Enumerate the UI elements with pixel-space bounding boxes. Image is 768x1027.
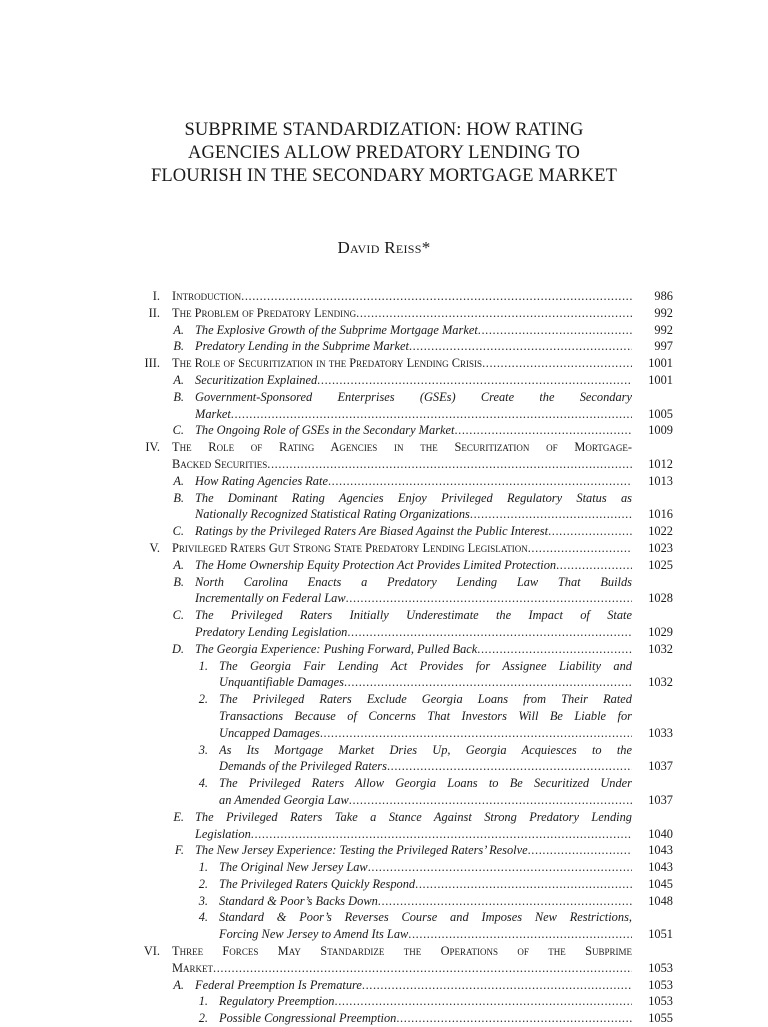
- toc-entry-title: Predatory Lending Legislation: [195, 624, 348, 639]
- toc-entry-number: A.: [173, 372, 184, 387]
- author-name: David Reiss*: [337, 238, 431, 257]
- toc-entry-number: A.: [173, 473, 184, 488]
- dot-leader: [362, 977, 632, 994]
- toc-entry-title: Privileged Raters Gut Strong State Predatory Lending Legislation: [172, 540, 528, 555]
- dot-leader: [231, 406, 632, 423]
- toc-entry-title: Government-Sponsored Enterprises (GSEs) Create the Secondary: [195, 389, 632, 404]
- dot-leader: [477, 641, 632, 658]
- toc-entry-title: Securitization Explained: [195, 372, 318, 387]
- toc-page-number: 1037: [648, 792, 673, 807]
- toc-entry[interactable]: [0, 355, 768, 372]
- toc-entry-title: The Role of Rating Agencies in the Securitization of Mortgage-: [172, 440, 632, 455]
- toc-entry-number: E.: [173, 809, 184, 824]
- toc-entry[interactable]: [0, 540, 768, 557]
- toc-page-number: 1032: [648, 675, 673, 690]
- toc-entry-title: North Carolina Enacts a Predatory Lending Law That Builds: [195, 574, 632, 589]
- toc-entry-title: The Original New Jersey Law: [219, 860, 368, 875]
- toc-page-number: 1055: [648, 1011, 673, 1026]
- toc-page-number: 1022: [648, 524, 673, 539]
- toc-entry-title: Transactions Because of Concerns That Investors Will Be Liable for: [219, 708, 632, 723]
- toc-entry-title: Introduction: [172, 289, 242, 303]
- toc-page-number: 1053: [648, 960, 673, 975]
- toc-entry-number: 4.: [198, 910, 208, 925]
- toc-entry[interactable]: [0, 893, 768, 910]
- dot-leader: [556, 557, 632, 574]
- toc-page-number: 1043: [648, 843, 673, 858]
- toc-entry[interactable]: [0, 607, 768, 641]
- toc-entry-title: The Privileged Raters Allow Georgia Loans to Be Securitized Under: [219, 776, 632, 791]
- toc-entry-title: Demands of the Privileged Raters: [219, 759, 387, 774]
- toc-page-number: 1032: [648, 641, 673, 656]
- dot-leader: [356, 305, 632, 322]
- toc-entry-title: Regulatory Preemption: [219, 994, 335, 1009]
- toc-entry[interactable]: [0, 842, 768, 859]
- toc-entry-number: B.: [173, 574, 184, 589]
- toc-entry-title: Federal Preemption Is Premature: [195, 977, 362, 992]
- toc-page-number: 992: [654, 322, 673, 337]
- toc-entry-number: 1.: [198, 658, 208, 673]
- toc-entry-number: III.: [144, 356, 160, 371]
- toc-entry[interactable]: [0, 809, 768, 843]
- toc-page-number: 1013: [648, 473, 673, 488]
- toc-entry-number: VI.: [143, 944, 160, 959]
- dot-leader: [241, 288, 632, 305]
- toc-entry-title: The Dominant Rating Agencies Enjoy Privileged Regulatory Status as: [195, 490, 632, 505]
- toc-entry-title: The New Jersey Experience: Testing the Privileged Raters’ Resolve: [195, 843, 528, 858]
- toc-page-number: 1053: [648, 977, 673, 992]
- toc-entry-title: The Privileged Raters Exclude Georgia Loans from Their Rated: [219, 692, 632, 707]
- toc-entry[interactable]: [0, 372, 768, 389]
- dot-leader: [344, 674, 632, 691]
- article-title: SUBPRIME STANDARDIZATION: HOW RATING AGENCIES ALLOW PREDATORY LENDING TO FLOURISH IN THE SECONDARY MORTGAGE MARKET: [150, 120, 618, 186]
- toc-entry[interactable]: [0, 909, 768, 943]
- dot-leader: [387, 758, 632, 775]
- toc-entry[interactable]: [0, 943, 768, 977]
- toc-entry-number: B.: [173, 490, 184, 505]
- toc-entry-title: Backed Securities: [172, 456, 268, 471]
- dot-leader: [408, 926, 632, 943]
- toc-entry[interactable]: [0, 993, 768, 1010]
- toc-entry[interactable]: [0, 322, 768, 339]
- toc-entry-title: Uncapped Damages: [219, 725, 320, 740]
- toc-page-number: 1009: [648, 423, 673, 438]
- toc-entry-title: Standard & Poor’s Backs Down: [219, 893, 378, 908]
- toc-entry[interactable]: [0, 422, 768, 439]
- toc-entry[interactable]: [0, 523, 768, 540]
- toc-entry-title: Unquantifiable Damages: [219, 675, 344, 690]
- toc-entry-number: F.: [174, 843, 184, 858]
- toc-page-number: 1005: [648, 406, 673, 421]
- toc-entry[interactable]: [0, 557, 768, 574]
- toc-entry[interactable]: [0, 1010, 768, 1027]
- toc-page-number: 1045: [648, 876, 673, 891]
- toc-page-number: 1043: [648, 860, 673, 875]
- toc-entry[interactable]: [0, 876, 768, 893]
- toc-page-number: 1048: [648, 893, 673, 908]
- toc-page-number: 1001: [648, 372, 673, 387]
- toc-entry-number: B.: [173, 339, 184, 354]
- dot-leader: [317, 372, 632, 389]
- toc-entry-number: C.: [172, 608, 184, 623]
- toc-page-number: 1051: [648, 927, 673, 942]
- toc-entry-number: C.: [172, 524, 184, 539]
- toc-entry-title: The Privileged Raters Take a Stance Against Strong Predatory Lending: [195, 809, 632, 824]
- dot-leader: [409, 338, 632, 355]
- toc-entry-number: 2.: [198, 876, 208, 891]
- toc-entry[interactable]: [0, 859, 768, 876]
- toc-page-number: 1033: [648, 725, 673, 740]
- toc-entry-title: Nationally Recognized Statistical Rating Organizations: [195, 507, 470, 522]
- dot-leader: [349, 792, 632, 809]
- toc-entry[interactable]: [0, 574, 768, 608]
- dot-leader: [528, 842, 632, 859]
- toc-entry-number: 3.: [198, 742, 208, 757]
- toc-entry-title: Predatory Lending in the Subprime Market: [195, 339, 409, 354]
- toc-entry-title: The Home Ownership Equity Protection Act Provides Limited Protection: [195, 557, 557, 572]
- toc-entry[interactable]: [0, 490, 768, 524]
- toc-entry-number: 3.: [198, 893, 208, 908]
- toc-page-number: 1037: [648, 759, 673, 774]
- toc-entry[interactable]: [0, 641, 768, 658]
- toc-page-number: 986: [654, 289, 673, 303]
- toc-entry-number: I.: [152, 289, 160, 303]
- toc-entry[interactable]: [0, 691, 768, 741]
- dot-leader: [213, 960, 632, 977]
- toc-page-number: 1040: [648, 826, 673, 841]
- dot-leader: [528, 540, 632, 557]
- toc-entry-title: The Ongoing Role of GSEs in the Secondary Market: [195, 423, 455, 438]
- toc-entry[interactable]: [0, 439, 768, 473]
- toc-entry[interactable]: [0, 742, 768, 776]
- toc-entry-number: B.: [173, 389, 184, 404]
- toc-page-number: 1001: [648, 356, 673, 371]
- toc-entry-number: 2.: [198, 1011, 208, 1026]
- toc-page-number: 1053: [648, 994, 673, 1009]
- dot-leader: [378, 893, 632, 910]
- toc-entry-title: As Its Mortgage Market Dries Up, Georgia Acquiesces to the: [219, 742, 632, 757]
- toc-entry-title: The Explosive Growth of the Subprime Mortgage Market: [195, 322, 478, 337]
- toc-entry-number: A.: [173, 977, 184, 992]
- toc-page-number: 1012: [648, 456, 673, 471]
- toc-entry-number: V.: [149, 540, 160, 555]
- dot-leader: [415, 876, 632, 893]
- toc-entry-title: The Privileged Raters Initially Underestimate the Impact of State: [195, 608, 632, 623]
- toc-entry-title: Possible Congressional Preemption: [219, 1011, 397, 1026]
- dot-leader: [454, 422, 632, 439]
- toc-entry-title: Three Forces May Standardize the Operations of the Subprime: [172, 944, 632, 959]
- toc-entry-number: 4.: [198, 776, 208, 791]
- dot-leader: [548, 523, 632, 540]
- dot-leader: [335, 993, 632, 1010]
- toc-page-number: 1016: [648, 507, 673, 522]
- dot-leader: [251, 826, 632, 843]
- toc-entry-number: D.: [171, 641, 184, 656]
- toc-entry[interactable]: [0, 473, 768, 490]
- toc-entry-number: 1.: [198, 994, 208, 1009]
- toc-entry-title: The Georgia Experience: Pushing Forward, Pulled Back: [195, 641, 478, 656]
- toc-entry-number: C.: [172, 423, 184, 438]
- toc-entry[interactable]: [0, 658, 768, 692]
- toc-entry[interactable]: [0, 338, 768, 355]
- toc-entry-title: How Rating Agencies Rate: [195, 473, 328, 488]
- dot-leader: [396, 1010, 632, 1027]
- toc-entry-title: an Amended Georgia Law: [219, 792, 349, 807]
- toc-entry-title: Legislation: [195, 826, 251, 841]
- toc-page-number: 992: [654, 305, 673, 320]
- toc-entry-title: Ratings by the Privileged Raters Are Biased Against the Public Interest: [195, 524, 549, 539]
- dot-leader: [482, 355, 632, 372]
- toc-page-number: 1029: [648, 624, 673, 639]
- toc-entry-number: 2.: [198, 692, 208, 707]
- dot-leader: [470, 506, 632, 523]
- toc-entry-number: II.: [148, 305, 160, 320]
- toc-entry-title: The Georgia Fair Lending Act Provides for Assignee Liability and: [219, 658, 632, 673]
- toc-entry-title: The Problem of Predatory Lending: [172, 305, 357, 320]
- table-of-contents: [0, 288, 768, 1027]
- toc-entry-title: Market: [172, 960, 214, 975]
- dot-leader: [347, 624, 632, 641]
- toc-entry-number: A.: [173, 322, 184, 337]
- toc-entry-title: Forcing New Jersey to Amend Its Law: [219, 927, 409, 942]
- toc-page-number: 1025: [648, 557, 673, 572]
- toc-entry-number: 1.: [198, 860, 208, 875]
- dot-leader: [368, 859, 632, 876]
- dot-leader: [346, 590, 632, 607]
- toc-entry[interactable]: [0, 389, 768, 423]
- toc-page-number: 997: [654, 339, 673, 354]
- toc-entry-title: The Privileged Raters Quickly Respond: [219, 876, 416, 891]
- toc-entry-title: Standard & Poor’s Reverses Course and Imposes New Restrictions,: [219, 910, 632, 925]
- toc-entry-title: The Role of Securitization in the Predatory Lending Crisis: [172, 356, 483, 371]
- toc-entry-title: Incrementally on Federal Law: [195, 591, 346, 606]
- dot-leader: [320, 725, 632, 742]
- toc-page-number: 1028: [648, 591, 673, 606]
- toc-entry-number: IV.: [145, 440, 160, 455]
- toc-entry[interactable]: [0, 977, 768, 994]
- toc-page-number: 1023: [648, 540, 673, 555]
- toc-entry[interactable]: [0, 305, 768, 322]
- toc-entry[interactable]: [0, 775, 768, 809]
- dot-leader: [267, 456, 632, 473]
- dot-leader: [478, 322, 632, 339]
- toc-entry[interactable]: [0, 288, 768, 305]
- dot-leader: [328, 473, 632, 490]
- toc-entry-title: Market: [195, 406, 231, 421]
- toc-entry-number: A.: [173, 557, 184, 572]
